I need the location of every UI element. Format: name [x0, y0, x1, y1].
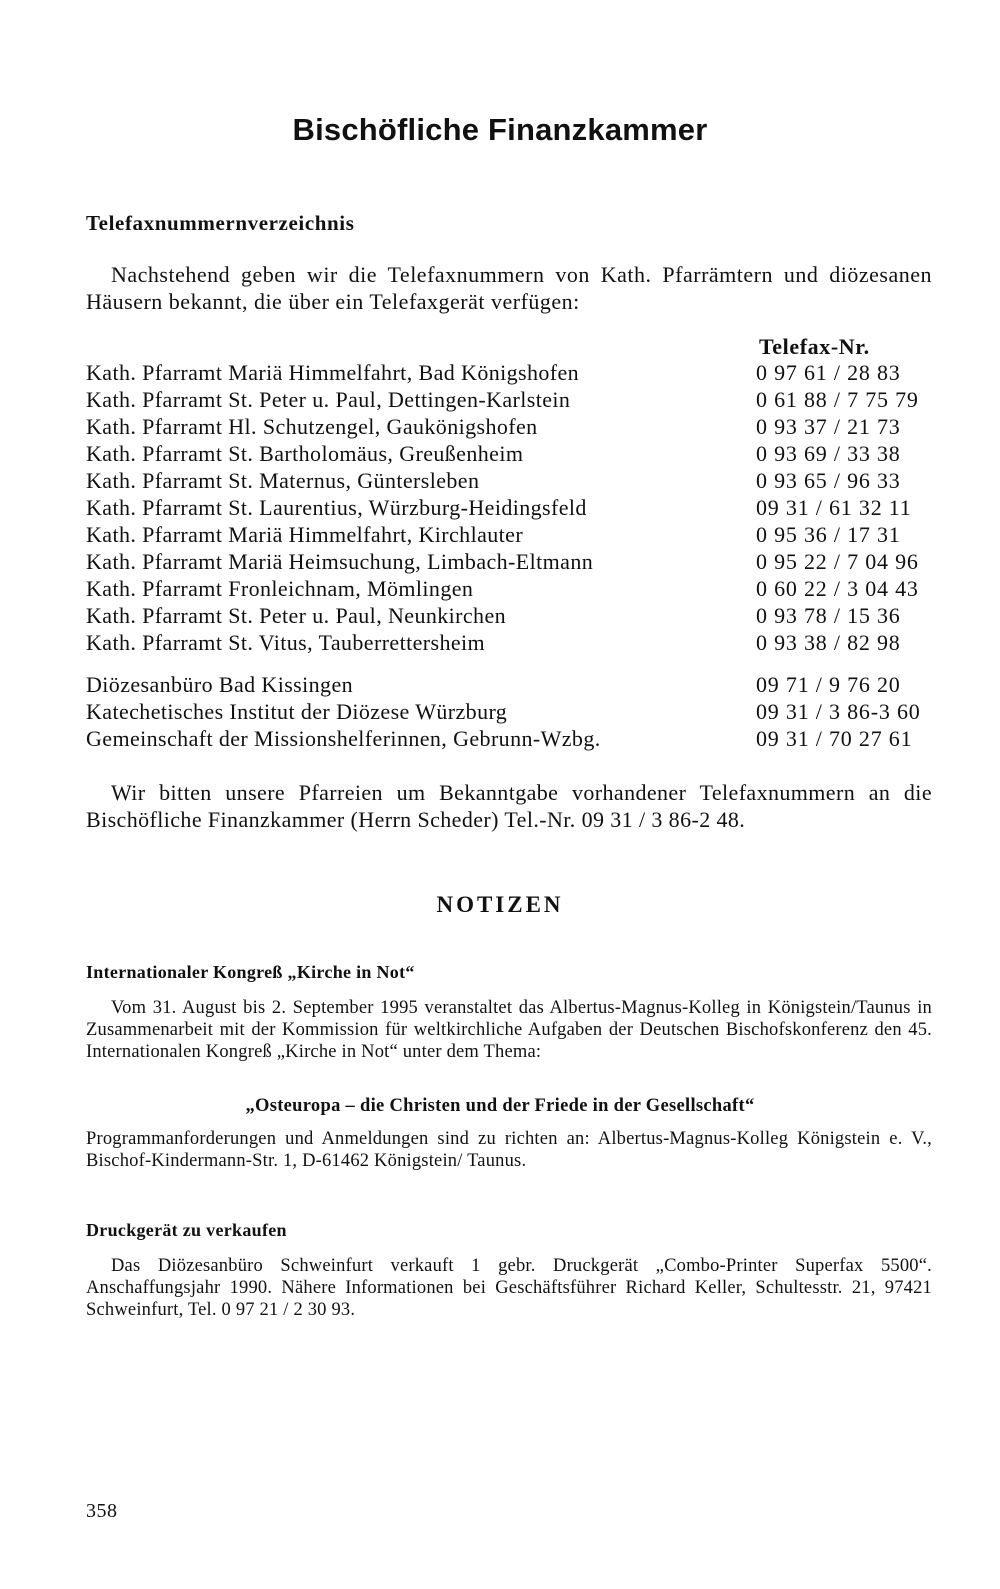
list-item [86, 386, 932, 413]
entry-fax: 0 93 78 / 15 36 [756, 603, 901, 628]
entry-fax: 0 93 37 / 21 73 [756, 414, 901, 439]
kongress-paragraph: Vom 31. August bis 2. September 1995 veranstaltet das Albertus-Magnus-Kolleg in Königstein/Taunus in Zusammenarbeit mit der Kommission für weltkirchliche Aufgaben der Deutschen Bischofskonferenz den 45. Internationalen Kongreß „Kirche in Not“ unter dem Thema: [86, 998, 932, 1062]
entry-name: Gemeinschaft der Missionshelferinnen, Gebrunn-Wzbg. [86, 726, 601, 751]
kongress-contact: Programmanforderungen und Anmeldungen sind zu richten an: Albertus-Magnus-Kolleg Königstein e. V., Bischof-Kindermann-Str. 1, D-61462 Königstein/ Taunus. [86, 1129, 932, 1171]
list-item [86, 671, 932, 698]
entry-fax: 0 61 88 / 7 75 79 [756, 387, 919, 412]
entry-name: Kath. Pfarramt Mariä Himmelfahrt, Bad Königshofen [86, 360, 580, 385]
entry-name: Kath. Pfarramt Mariä Heimsuchung, Limbach-Eltmann [86, 549, 594, 574]
entry-fax: 0 95 36 / 17 31 [756, 522, 901, 547]
kongress-motto: „Osteuropa – die Christen und der Friede in der Gesellschaft“ [245, 1096, 755, 1116]
parish-fax-list [86, 359, 932, 656]
entry-name: Kath. Pfarramt St. Bartholomäus, Greußenheim [86, 441, 524, 466]
list-item [86, 602, 932, 629]
entry-name: Kath. Pfarramt St. Vitus, Tauberrettersheim [86, 630, 486, 655]
entry-fax: 0 93 65 / 96 33 [756, 468, 901, 493]
druckgeraet-heading: Druckgerät zu verkaufen [86, 1220, 287, 1240]
list-item [86, 521, 932, 548]
druckgeraet-paragraph: Das Diözesanbüro Schweinfurt verkauft 1 gebr. Druckgerät „Combo-Printer Superfax 5500“. Anschaffungsjahr 1990. Nähere Informationen bei Geschäftsführer Richard Keller, Schultesstr. 21, 97421 Schweinfurt, Tel. 0 97 21 / 2 30 93. [86, 1256, 932, 1320]
list-item [86, 548, 932, 575]
list-item [86, 413, 932, 440]
entry-fax: 0 60 22 / 3 04 43 [756, 576, 919, 601]
institution-fax-list [86, 671, 932, 752]
list-item [86, 359, 932, 386]
kongress-heading: Internationaler Kongreß „Kirche in Not“ [86, 962, 415, 982]
entry-name: Kath. Pfarramt St. Peter u. Paul, Neunkirchen [86, 603, 507, 628]
list-item [86, 575, 932, 602]
entry-name: Diözesanbüro Bad Kissingen [86, 672, 354, 697]
entry-name: Kath. Pfarramt St. Maternus, Güntersleben [86, 468, 480, 493]
entry-fax: 0 95 22 / 7 04 96 [756, 549, 919, 574]
list-item [86, 629, 932, 656]
entry-name: Kath. Pfarramt Fronleichnam, Mömlingen [86, 576, 474, 601]
entry-fax: 09 71 / 9 76 20 [756, 672, 901, 697]
page-title: Bischöfliche Finanzkammer [292, 112, 708, 147]
entry-fax: 09 31 / 3 86-3 60 [756, 699, 921, 724]
fax-request-paragraph: Wir bitten unsere Pfarreien um Bekanntgabe vorhandener Telefaxnummern an die Bischöfliche Finanzkammer (Herrn Scheder) Tel.-Nr. 09 31 / 3 86-2 48. [86, 780, 932, 832]
notizen-title: NOTIZEN [436, 892, 564, 917]
fax-directory-heading: Telefaxnummernverzeichnis [86, 211, 355, 235]
list-item [86, 494, 932, 521]
fax-column-header: Telefax-Nr. [759, 334, 870, 359]
entry-name: Kath. Pfarramt St. Laurentius, Würzburg-Heidingsfeld [86, 495, 587, 520]
entry-fax: 09 31 / 61 32 11 [756, 495, 912, 520]
entry-name: Kath. Pfarramt Hl. Schutzengel, Gaukönigshofen [86, 414, 538, 439]
fax-directory-intro: Nachstehend geben wir die Telefaxnummern von Kath. Pfarrämtern und diözesanen Häusern bekannt, die über ein Telefaxgerät verfügen: [86, 262, 932, 314]
entry-fax: 0 93 69 / 33 38 [756, 441, 901, 466]
list-item [86, 467, 932, 494]
list-item [86, 725, 932, 752]
page-number: 358 [86, 1500, 118, 1522]
entry-name: Kath. Pfarramt St. Peter u. Paul, Dettingen-Karlstein [86, 387, 571, 412]
entry-fax: 0 93 38 / 82 98 [756, 630, 901, 655]
entry-name: Kath. Pfarramt Mariä Himmelfahrt, Kirchlauter [86, 522, 524, 547]
entry-fax: 0 97 61 / 28 83 [756, 360, 901, 385]
list-item [86, 440, 932, 467]
list-item [86, 698, 932, 725]
entry-name: Katechetisches Institut der Diözese Würzburg [86, 699, 508, 724]
entry-fax: 09 31 / 70 27 61 [756, 726, 913, 751]
